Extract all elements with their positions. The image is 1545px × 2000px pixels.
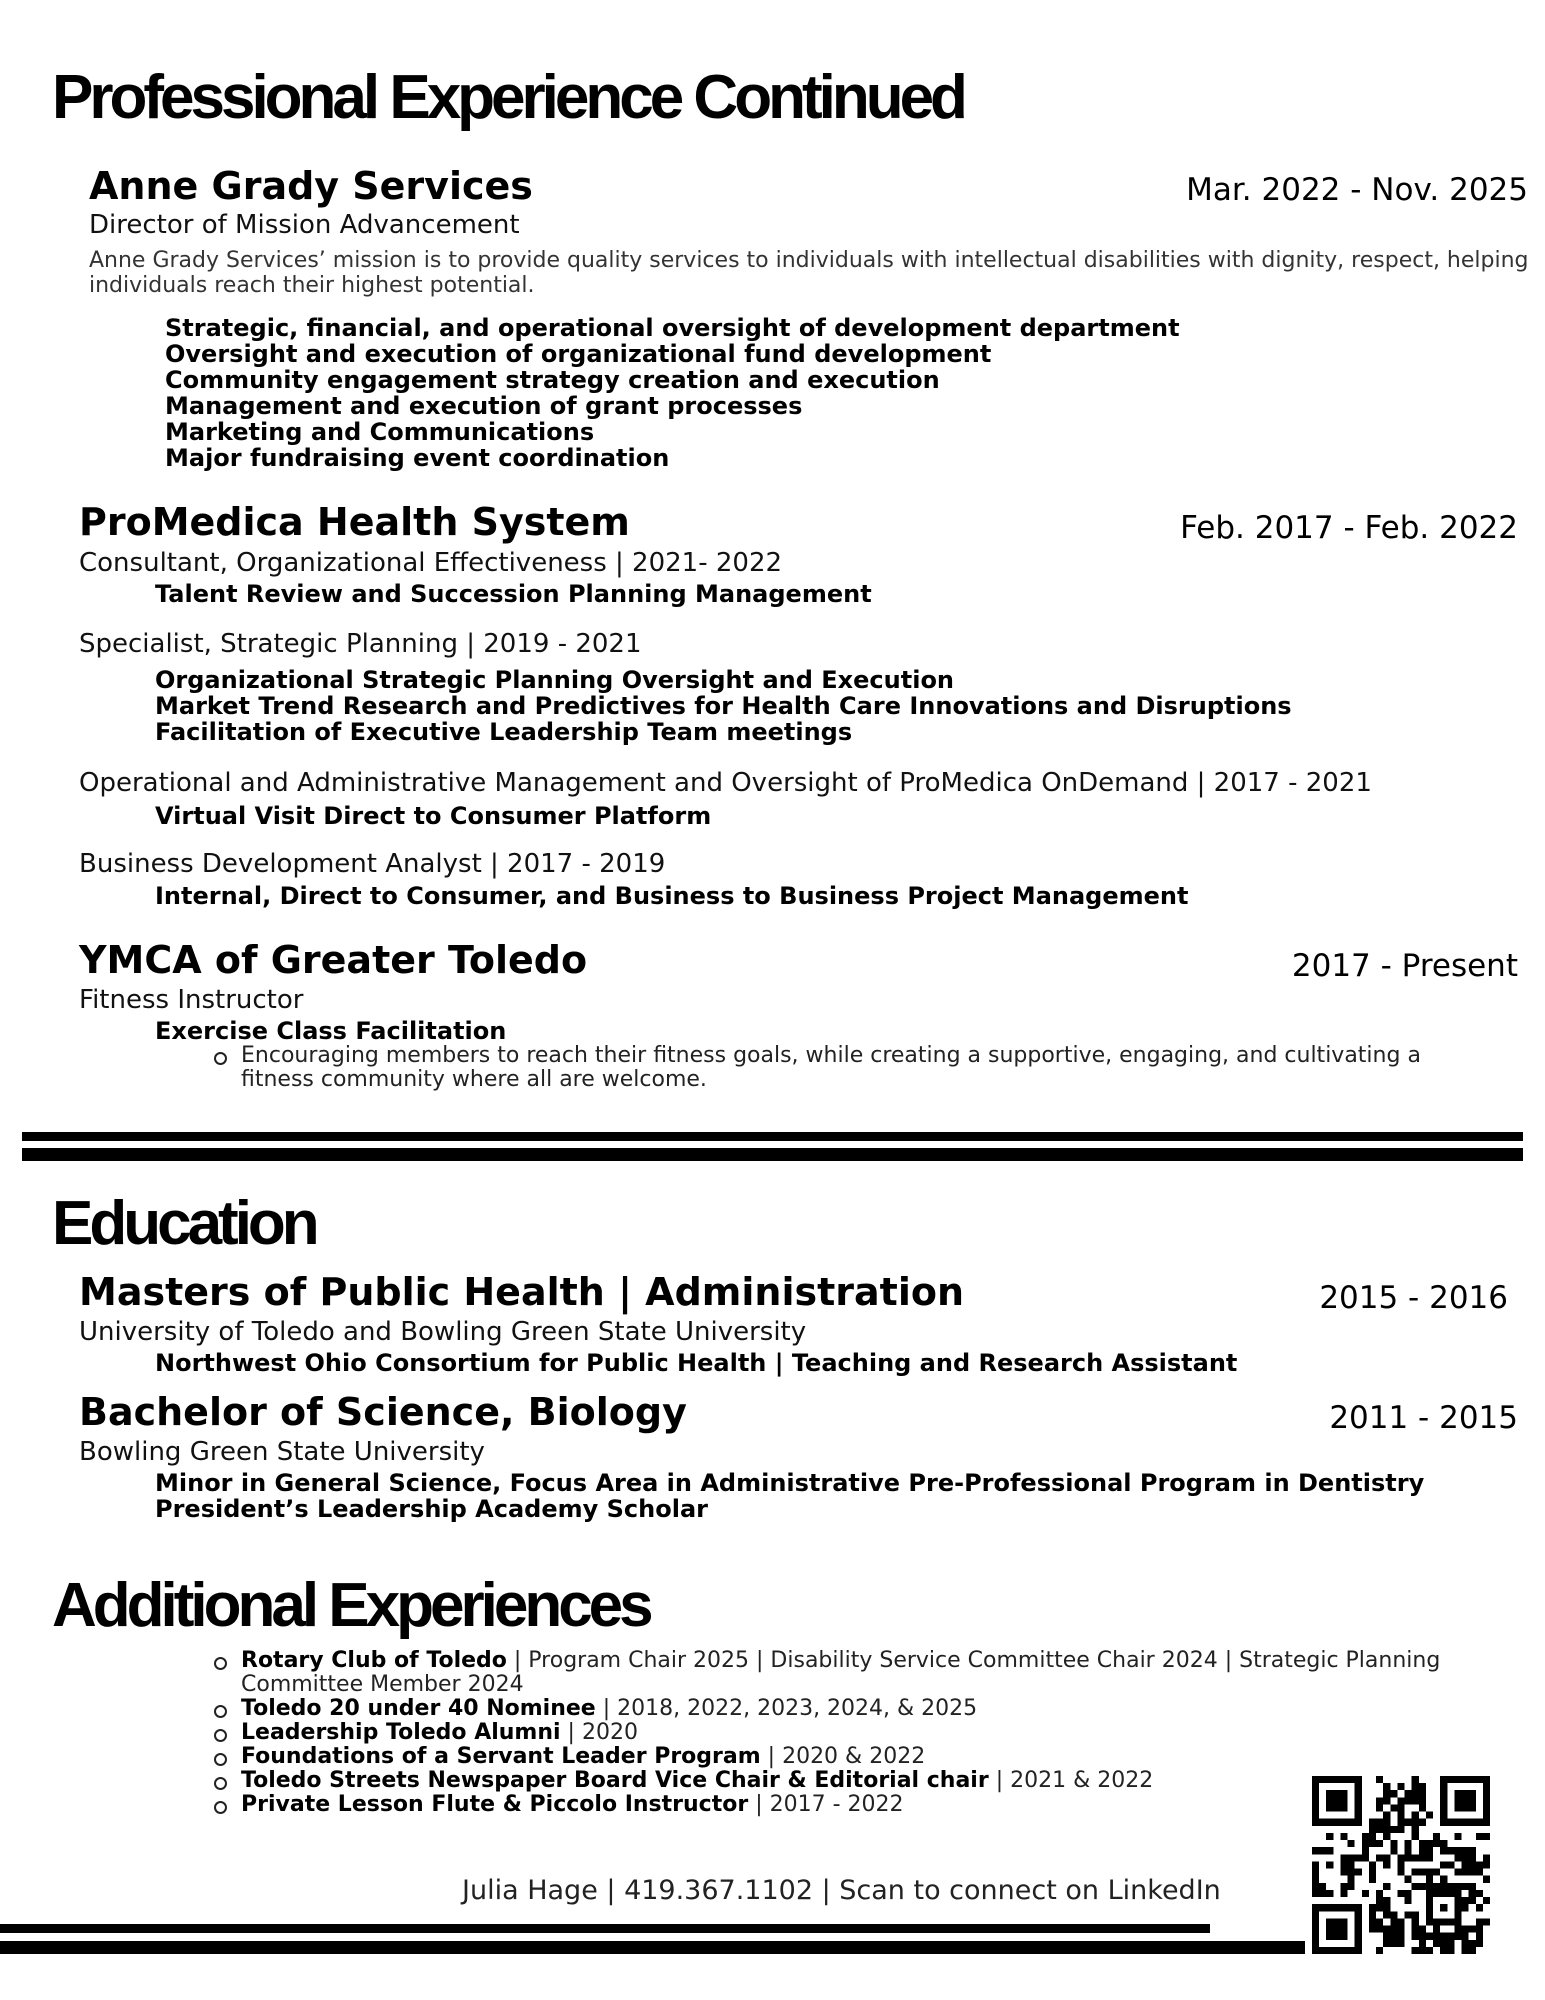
- duty-item: Virtual Visit Direct to Consumer Platform: [155, 802, 712, 830]
- duties-list: [155, 1018, 506, 1044]
- list-item: [210, 1745, 1500, 1769]
- item-name: Private Lesson Flute & Piccolo Instructor: [241, 1792, 749, 1817]
- detail-item: Minor in General Science, Focus Area in Administrative Pre-Professional Program in Dentistry: [155, 1469, 1425, 1497]
- duty-item: Exercise Class Facilitation: [155, 1017, 507, 1045]
- degree-dates: 2011 - 2015: [1329, 1400, 1518, 1436]
- org-name: ProMedica Health System: [79, 500, 630, 544]
- degree-name: Masters of Public Health | Administration: [79, 1270, 965, 1314]
- additional-list: [210, 1649, 1500, 1817]
- duties-list: [165, 315, 1180, 471]
- duty-item: Internal, Direct to Consumer, and Business to Business Project Management: [155, 882, 1189, 910]
- duty-item: Community engagement strategy creation and execution: [165, 366, 940, 394]
- duty-item: Major fundraising event coordination: [165, 444, 670, 472]
- item-name: Toledo 20 under 40 Nominee: [241, 1696, 596, 1721]
- detail-item: President’s Leadership Academy Scholar: [155, 1495, 708, 1523]
- list-item: [210, 1793, 1500, 1817]
- duty-item: Marketing and Communications: [165, 418, 595, 446]
- degree-dates: 2015 - 2016: [1319, 1280, 1508, 1316]
- duty-item: Management and execution of grant processes: [165, 392, 803, 420]
- item-detail: | 2020 & 2022: [760, 1744, 926, 1769]
- org-name: Anne Grady Services: [89, 164, 533, 208]
- duties-list: [155, 803, 711, 829]
- item-detail: | Program Chair 2025 | Disability Service Committee Chair 2024 | Strategic Planning Committee Member 2024: [241, 1648, 1441, 1697]
- job-role: Fitness Instructor: [79, 985, 304, 1015]
- item-name: Leadership Toledo Alumni: [241, 1720, 561, 1745]
- list-item: Encouraging members to reach their fitness goals, while creating a supportive, engaging, and cultivating a fitness community where all are welcome.: [210, 1044, 1500, 1092]
- contact-line: Julia Hage | 419.367.1102 | Scan to connect on LinkedIn: [462, 1875, 1221, 1906]
- position-title: Specialist, Strategic Planning | 2019 - 2021: [79, 629, 642, 659]
- duty-item: Oversight and execution of organizational fund development: [165, 340, 992, 368]
- job-dates: 2017 - Present: [1291, 948, 1518, 984]
- job-dates: Feb. 2017 - Feb. 2022: [1180, 510, 1518, 546]
- item-detail: | 2020: [560, 1720, 638, 1745]
- detail-item: Northwest Ohio Consortium for Public Health | Teaching and Research Assistant: [155, 1349, 1238, 1377]
- school-name: University of Toledo and Bowling Green State University: [79, 1317, 807, 1347]
- position-title: Operational and Administrative Management and Oversight of ProMedica OnDemand | 2017 - 2021: [79, 768, 1372, 798]
- org-name: YMCA of Greater Toledo: [79, 938, 588, 982]
- job-dates: Mar. 2022 - Nov. 2025: [1186, 172, 1528, 208]
- list-item: [210, 1649, 1500, 1697]
- qr-code-icon[interactable]: [1312, 1776, 1490, 1954]
- item-name: Toledo Streets Newspaper Board Vice Chair & Editorial chair: [241, 1768, 989, 1793]
- degree-name: Bachelor of Science, Biology: [79, 1390, 687, 1434]
- list-item: [210, 1721, 1500, 1745]
- duty-item: Talent Review and Succession Planning Management: [155, 580, 872, 608]
- experience-heading: Professional Experience Continued: [52, 63, 964, 132]
- job-promedica: [0, 500, 1518, 920]
- job-role: Director of Mission Advancement: [89, 210, 520, 240]
- job-anne-grady: [0, 160, 1528, 490]
- item-detail: | 2021 & 2022: [988, 1768, 1154, 1793]
- footer-line: [0, 1924, 1210, 1933]
- list-item: [210, 1697, 1500, 1721]
- item-detail: | 2018, 2022, 2023, 2024, & 2025: [595, 1696, 978, 1721]
- duty-item: Facilitation of Executive Leadership Team meetings: [155, 718, 853, 746]
- duty-item: Strategic, financial, and operational oversight of development department: [165, 314, 1180, 342]
- job-ymca: [0, 938, 1518, 1098]
- footer-line: [0, 1941, 1305, 1954]
- org-description: Anne Grady Services’ mission is to provide quality services to individuals with intellectual disabilities with dignity, respect, helping individuals reach their highest potential.: [89, 248, 1529, 298]
- duty-item: Market Trend Research and Predictives for Health Care Innovations and Disruptions: [155, 692, 1292, 720]
- divider-line: [22, 1148, 1523, 1161]
- education-heading: Education: [52, 1189, 316, 1258]
- item-name: Rotary Club of Toledo: [241, 1648, 507, 1673]
- school-name: Bowling Green State University: [79, 1437, 485, 1467]
- additional-heading: Additional Experiences: [52, 1571, 650, 1640]
- duty-item: Organizational Strategic Planning Oversight and Execution: [155, 666, 955, 694]
- item-name: Foundations of a Servant Leader Program: [241, 1744, 761, 1769]
- degree-details: [155, 1470, 1424, 1522]
- degree-details: [155, 1350, 1237, 1376]
- education-masters: [0, 1270, 1508, 1385]
- duties-list: [155, 581, 872, 607]
- position-title: Business Development Analyst | 2017 - 2019: [79, 849, 666, 879]
- education-bachelors: [0, 1390, 1518, 1530]
- list-item: [210, 1769, 1500, 1793]
- position-title: Consultant, Organizational Effectiveness | 2021- 2022: [79, 548, 783, 578]
- duties-list: [155, 667, 1292, 745]
- item-detail: | 2017 - 2022: [748, 1792, 904, 1817]
- divider-line: [22, 1132, 1523, 1141]
- duty-detail-list: [210, 1044, 1500, 1092]
- duties-list: [155, 883, 1188, 909]
